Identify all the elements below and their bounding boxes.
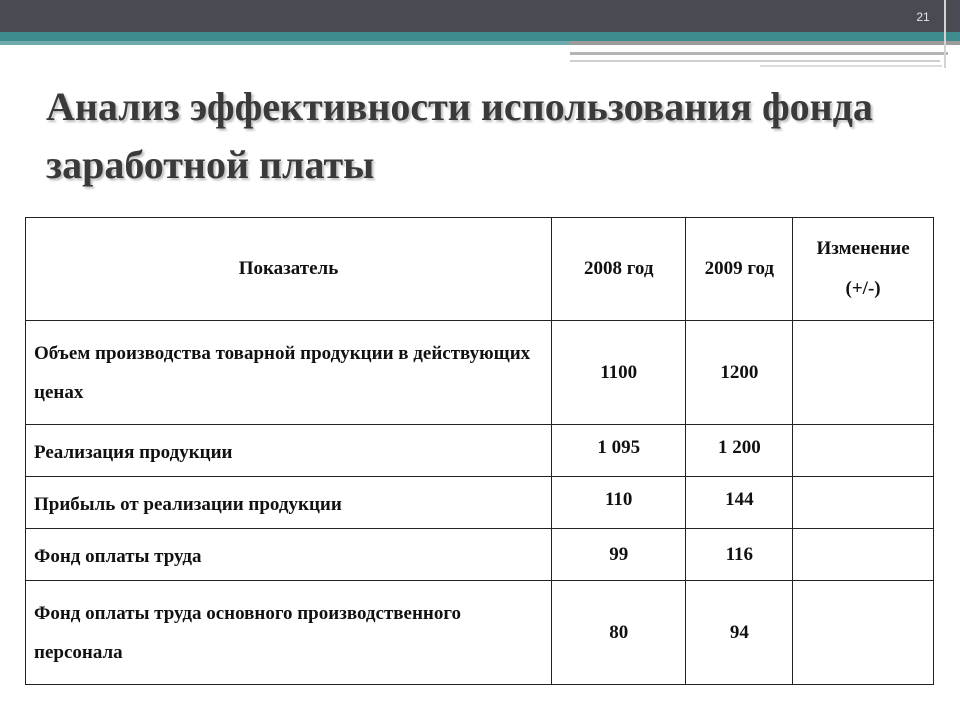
row-value-2009: 1200 [686,321,793,425]
header-change [793,218,934,321]
table-row [26,321,934,425]
row-change [793,477,934,529]
header-2008: 2008 год [551,218,686,321]
header-decor-line [570,60,940,62]
data-table [25,217,934,685]
header-indicator: Показатель [26,218,552,321]
row-change [793,529,934,581]
row-value-2008: 80 [551,581,686,685]
table-row [26,477,934,529]
table-header-row [26,218,934,321]
header-grey-block [570,41,960,45]
header-decor-vline [944,0,946,68]
row-indicator: Фонд оплаты труда [26,529,552,581]
header-decor-line [570,52,948,55]
row-indicator: Объем производства товарной продукции в действующих ценах [26,321,552,425]
row-indicator: Фонд оплаты труда основного производственного персонала [26,581,552,685]
row-change [793,425,934,477]
table-row [26,581,934,685]
header-teal-bar [0,32,960,41]
row-value-2009: 1 200 [686,425,793,477]
row-change [793,321,934,425]
row-change [793,581,934,685]
row-value-2008: 110 [551,477,686,529]
header-change-sign: (+/-) [845,278,881,299]
row-value-2009: 94 [686,581,793,685]
header-dark-bar [0,0,960,32]
header-change-label: Изменение [816,238,910,259]
row-value-2009: 116 [686,529,793,581]
row-value-2008: 1100 [551,321,686,425]
row-value-2008: 1 095 [551,425,686,477]
header-teal-thin-bar [0,41,570,45]
header-decor-line [760,65,942,67]
row-indicator: Прибыль от реализации продукции [26,477,552,529]
slide-title: Анализ эффективности использования фонда заработной платы [46,84,873,187]
page-number: 21 [916,10,930,24]
header-2009: 2009 год [686,218,793,321]
table-row [26,529,934,581]
table-row [26,425,934,477]
row-indicator: Реализация продукции [26,425,552,477]
row-value-2008: 99 [551,529,686,581]
row-value-2009: 144 [686,477,793,529]
